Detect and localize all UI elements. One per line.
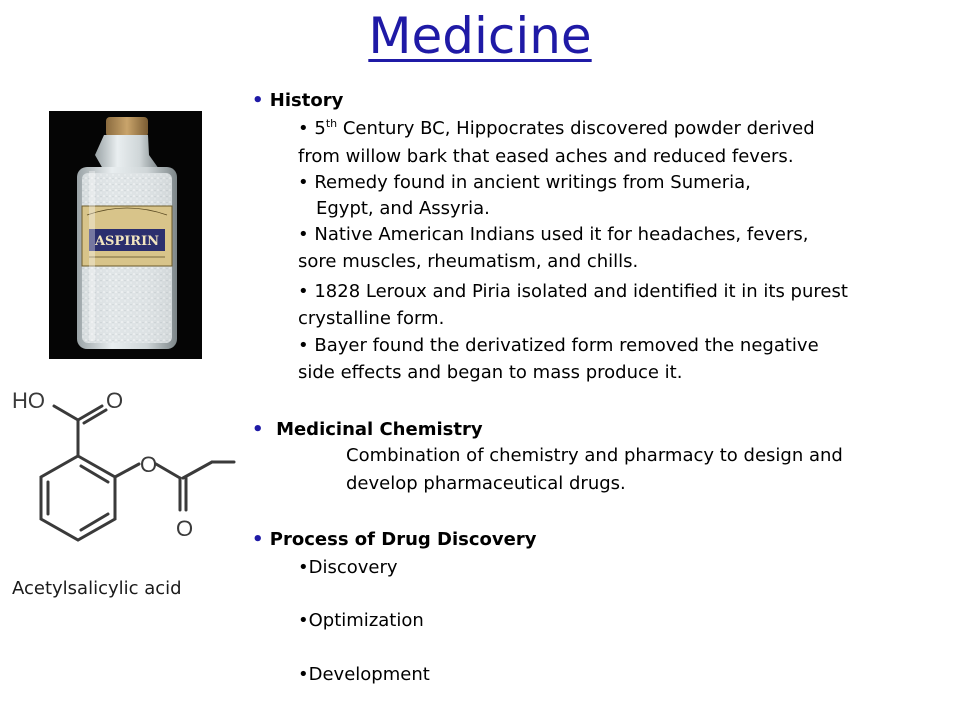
bullet: • — [252, 419, 264, 440]
drug-discovery-heading-text: Process of Drug Discovery — [269, 529, 537, 550]
history-item-4-line-2: crystalline form. — [298, 308, 445, 329]
bullet: • — [298, 172, 309, 193]
medicinal-chemistry-heading — [252, 419, 483, 441]
history-item-4 — [298, 281, 848, 303]
history-item-3-text: Native American Indians used it for headaches, fevers, — [314, 224, 809, 245]
process-step-development: Development — [308, 664, 430, 685]
medicinal-chemistry-line-2: develop pharmaceutical drugs. — [346, 473, 626, 494]
history-item-1-sup: th — [325, 117, 338, 130]
history-heading-text: History — [269, 90, 344, 111]
medicinal-chemistry-line-1: Combination of chemistry and pharmacy to design and — [346, 445, 843, 466]
hydroxyl-label: HO — [12, 388, 45, 413]
history-heading — [252, 90, 343, 112]
process-step-discovery: Discovery — [308, 557, 398, 578]
bullet: • — [298, 118, 309, 139]
list-item — [298, 610, 424, 632]
bullet: • — [298, 610, 309, 631]
medicinal-chemistry-heading-text: Medicinal Chemistry — [276, 419, 483, 440]
history-item-1-prefix: 5 — [314, 118, 326, 139]
bullet: • — [298, 664, 309, 685]
bullet: • — [298, 335, 309, 356]
history-item-5-line-2: side effects and began to mass produce it. — [298, 362, 683, 383]
history-item-3 — [298, 224, 809, 246]
drug-discovery-heading — [252, 529, 536, 551]
page-title: Medicine — [368, 7, 592, 65]
list-item — [298, 664, 430, 686]
history-item-2-line-2: Egypt, and Assyria. — [316, 198, 490, 219]
history-item-1 — [298, 118, 815, 140]
ester-oxygen-label: O — [140, 452, 158, 477]
acetyl-oxygen-label: O — [176, 516, 194, 541]
bottle-label-text: ASPIRIN — [94, 234, 160, 249]
bullet: • — [298, 224, 309, 245]
bullet: • — [252, 529, 264, 550]
bullet: • — [252, 90, 264, 111]
history-item-5 — [298, 335, 819, 357]
history-item-2 — [298, 172, 751, 194]
carbonyl-oxygen-label: O — [106, 388, 124, 413]
history-item-3-line-2: sore muscles, rheumatism, and chills. — [298, 251, 639, 272]
bullet: • — [298, 281, 309, 302]
history-item-1-text: Century BC, Hippocrates discovered powder derived — [337, 118, 815, 139]
history-item-5-text: Bayer found the derivatized form removed the negative — [314, 335, 819, 356]
process-step-optimization: Optimization — [308, 610, 424, 631]
molecule-caption: Acetylsalicylic acid — [12, 578, 182, 599]
list-item — [298, 557, 398, 579]
history-item-2-text: Remedy found in ancient writings from Sumeria, — [314, 172, 751, 193]
history-item-4-text: 1828 Leroux and Piria isolated and identified it in its purest — [314, 281, 848, 302]
bullet: • — [298, 557, 309, 578]
history-item-1-line-2: from willow bark that eased aches and reduced fevers. — [298, 146, 794, 167]
